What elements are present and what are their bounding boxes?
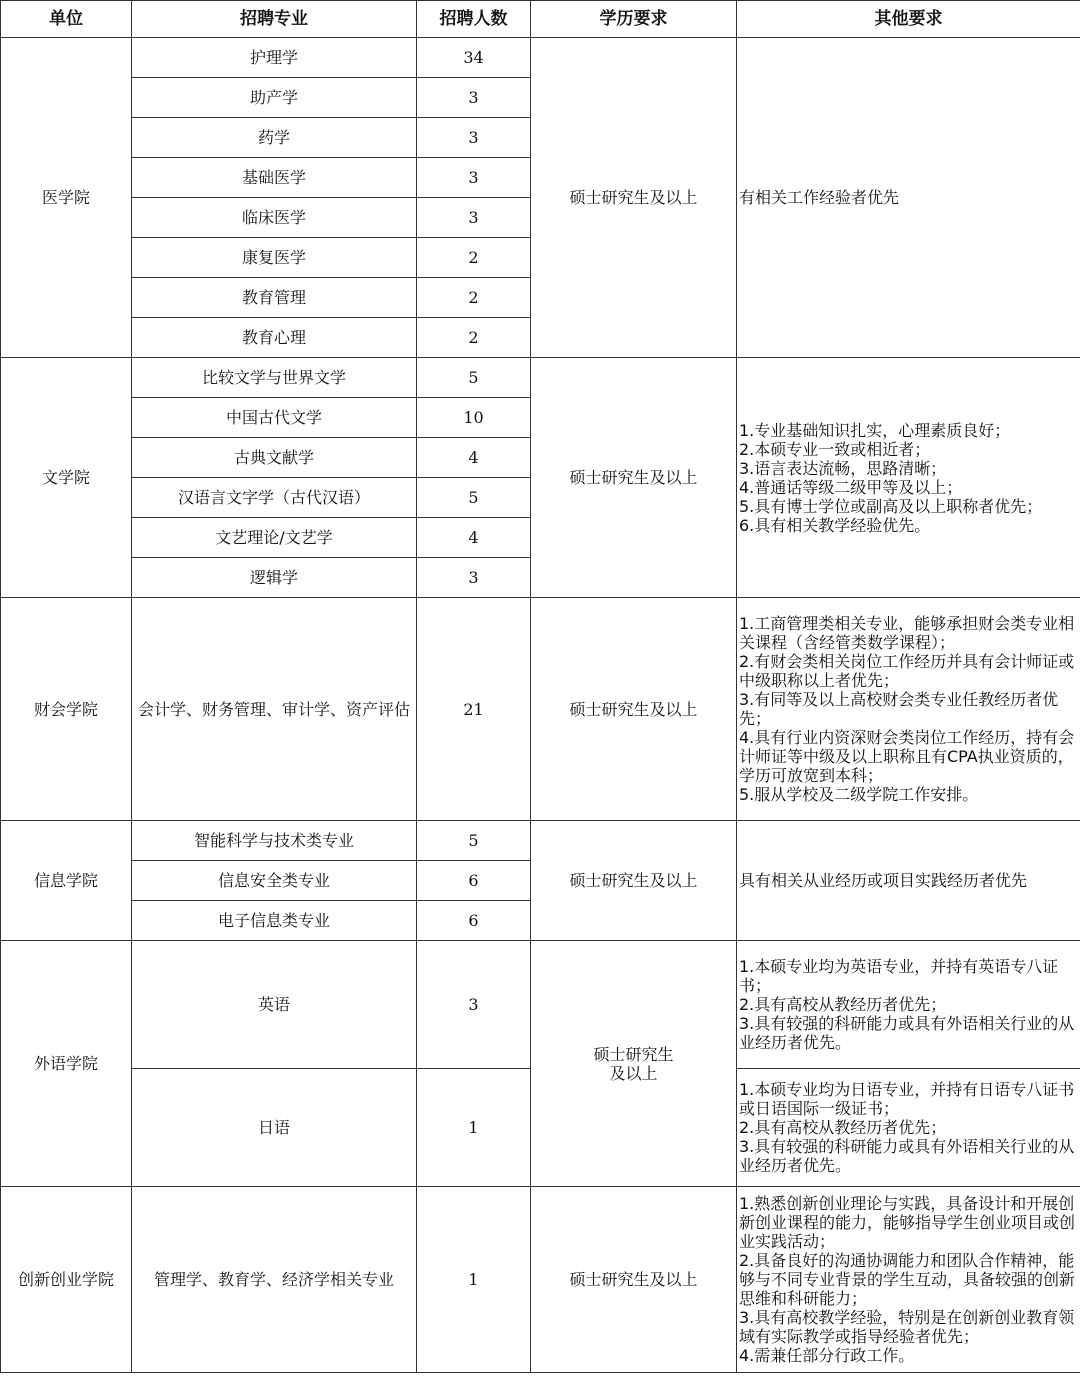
header-education: 学历要求 — [531, 1, 737, 38]
count-cell: 4 — [417, 518, 531, 558]
requirement-line: 4.具有行业内资深财会类岗位工作经历，持有会计师证等中级及以上职称且有CPA执业资质的，学历可放宽到本科； — [739, 728, 1075, 785]
count-cell: 2 — [417, 278, 531, 318]
major-cell: 教育管理 — [132, 278, 417, 318]
table-row — [1, 1187, 1080, 1373]
requirement-line: 1.工商管理类相关专业，能够承担财会类专业相关课程（含经管类数学课程）； — [739, 614, 1075, 652]
major-cell: 电子信息类专业 — [132, 901, 417, 941]
table-row — [1, 38, 1080, 78]
requirement-line: 5.具有博士学位或副高及以上职称者优先； — [739, 496, 1043, 516]
major-cell: 日语 — [132, 1069, 417, 1187]
requirement-line: 2.本硕专业一致或相近者； — [739, 439, 931, 459]
major-cell: 教育心理 — [132, 318, 417, 358]
unit-cell: 创新创业学院 — [1, 1187, 132, 1373]
education-line: 硕士研究生 — [593, 1044, 674, 1064]
requirement-line: 1.本硕专业均为日语专业，并持有日语专八证书或日语国际一级证书； — [739, 1080, 1075, 1118]
requirement-line: 6.具有相关教学经验优先。 — [739, 515, 931, 535]
table-row — [1, 941, 1080, 1069]
major-cell: 管理学、教育学、经济学相关专业 — [132, 1187, 417, 1373]
count-cell: 3 — [417, 118, 531, 158]
unit-cell: 财会学院 — [1, 598, 132, 821]
count-cell: 21 — [417, 598, 531, 821]
count-cell: 3 — [417, 941, 531, 1069]
count-cell: 3 — [417, 198, 531, 238]
major-cell: 信息安全类专业 — [132, 861, 417, 901]
education-cell: 硕士研究生及以上 — [531, 598, 737, 821]
requirement-line: 3.具有较强的科研能力或具有外语相关行业的从业经历者优先。 — [739, 1014, 1075, 1052]
other-cell — [737, 941, 1080, 1069]
education-line: 及以上 — [609, 1063, 658, 1083]
major-cell: 智能科学与技术类专业 — [132, 821, 417, 861]
requirement-line: 1.专业基础知识扎实，心理素质良好； — [739, 420, 1011, 440]
major-cell: 临床医学 — [132, 198, 417, 238]
other-cell — [737, 1187, 1080, 1373]
major-cell: 药学 — [132, 118, 417, 158]
count-cell: 1 — [417, 1069, 531, 1187]
count-cell: 2 — [417, 318, 531, 358]
count-cell: 3 — [417, 78, 531, 118]
count-cell: 10 — [417, 398, 531, 438]
header-other: 其他要求 — [737, 1, 1080, 38]
requirement-line: 3.具有较强的科研能力或具有外语相关行业的从业经历者优先。 — [739, 1137, 1075, 1175]
major-cell: 古典文献学 — [132, 438, 417, 478]
major-cell: 康复医学 — [132, 238, 417, 278]
requirement-line: 3.语言表达流畅，思路清晰； — [739, 458, 947, 478]
major-cell: 文艺理论/文艺学 — [132, 518, 417, 558]
header-major: 招聘专业 — [132, 1, 417, 38]
major-cell: 英语 — [132, 941, 417, 1069]
table-row — [1, 598, 1080, 821]
major-cell: 基础医学 — [132, 158, 417, 198]
major-cell: 助产学 — [132, 78, 417, 118]
requirement-line: 2.具有高校从教经历者优先； — [739, 1118, 947, 1137]
count-cell: 4 — [417, 438, 531, 478]
major-cell: 中国古代文学 — [132, 398, 417, 438]
major-cell: 逻辑学 — [132, 558, 417, 598]
requirement-line: 2.有财会类相关岗位工作经历并具有会计师证或中级职称以上者优先； — [739, 652, 1075, 690]
count-cell: 6 — [417, 901, 531, 941]
requirement-line: 3.具有高校教学经验，特别是在创新创业教育领域有实际教学或指导经验者优先； — [739, 1308, 1075, 1346]
count-cell: 1 — [417, 1187, 531, 1373]
education-cell: 硕士研究生及以上 — [531, 38, 737, 358]
unit-cell: 外语学院 — [1, 941, 132, 1187]
count-cell: 6 — [417, 861, 531, 901]
other-cell: 有相关工作经验者优先 — [737, 38, 1080, 358]
major-cell: 护理学 — [132, 38, 417, 78]
count-cell: 5 — [417, 821, 531, 861]
education-cell: 硕士研究生及以上 — [531, 358, 737, 598]
major-cell: 会计学、财务管理、审计学、资产评估 — [132, 598, 417, 821]
other-cell — [737, 1069, 1080, 1187]
unit-cell: 信息学院 — [1, 821, 132, 941]
requirement-line: 2.具备良好的沟通协调能力和团队合作精神，能够与不同专业背景的学生互动，具备较强的创新思维和科研能力； — [739, 1251, 1076, 1308]
table-row — [1, 821, 1080, 861]
other-cell — [737, 358, 1080, 598]
header-count: 招聘人数 — [417, 1, 531, 38]
major-cell: 比较文学与世界文学 — [132, 358, 417, 398]
requirement-line: 1.本硕专业均为英语专业，并持有英语专八证书； — [739, 957, 1059, 995]
count-cell: 3 — [417, 158, 531, 198]
other-cell: 具有相关从业经历或项目实践经历者优先 — [737, 821, 1080, 941]
unit-cell: 文学院 — [1, 358, 132, 598]
requirement-line: 2.具有高校从教经历者优先； — [739, 995, 947, 1014]
requirement-line: 1.熟悉创新创业理论与实践，具备设计和开展创新创业课程的能力，能够指导学生创业项目或创业实践活动； — [739, 1194, 1076, 1251]
table-row — [1, 358, 1080, 398]
major-cell: 汉语言文字学（古代汉语） — [132, 478, 417, 518]
other-cell — [737, 598, 1080, 821]
requirement-line: 3.有同等及以上高校财会类专业任教经历者优先； — [739, 690, 1059, 728]
requirement-line: 4.普通话等级二级甲等及以上； — [739, 477, 963, 497]
count-cell: 3 — [417, 558, 531, 598]
count-cell: 2 — [417, 238, 531, 278]
unit-cell: 医学院 — [1, 38, 132, 358]
education-cell — [531, 941, 737, 1187]
requirement-line: 5.服从学校及二级学院工作安排。 — [739, 785, 979, 804]
header-row — [1, 1, 1080, 38]
count-cell: 5 — [417, 358, 531, 398]
count-cell: 5 — [417, 478, 531, 518]
count-cell: 34 — [417, 38, 531, 78]
education-cell: 硕士研究生及以上 — [531, 1187, 737, 1373]
header-unit: 单位 — [1, 1, 132, 38]
education-cell: 硕士研究生及以上 — [531, 821, 737, 941]
requirement-line: 4.需兼任部分行政工作。 — [739, 1346, 915, 1365]
